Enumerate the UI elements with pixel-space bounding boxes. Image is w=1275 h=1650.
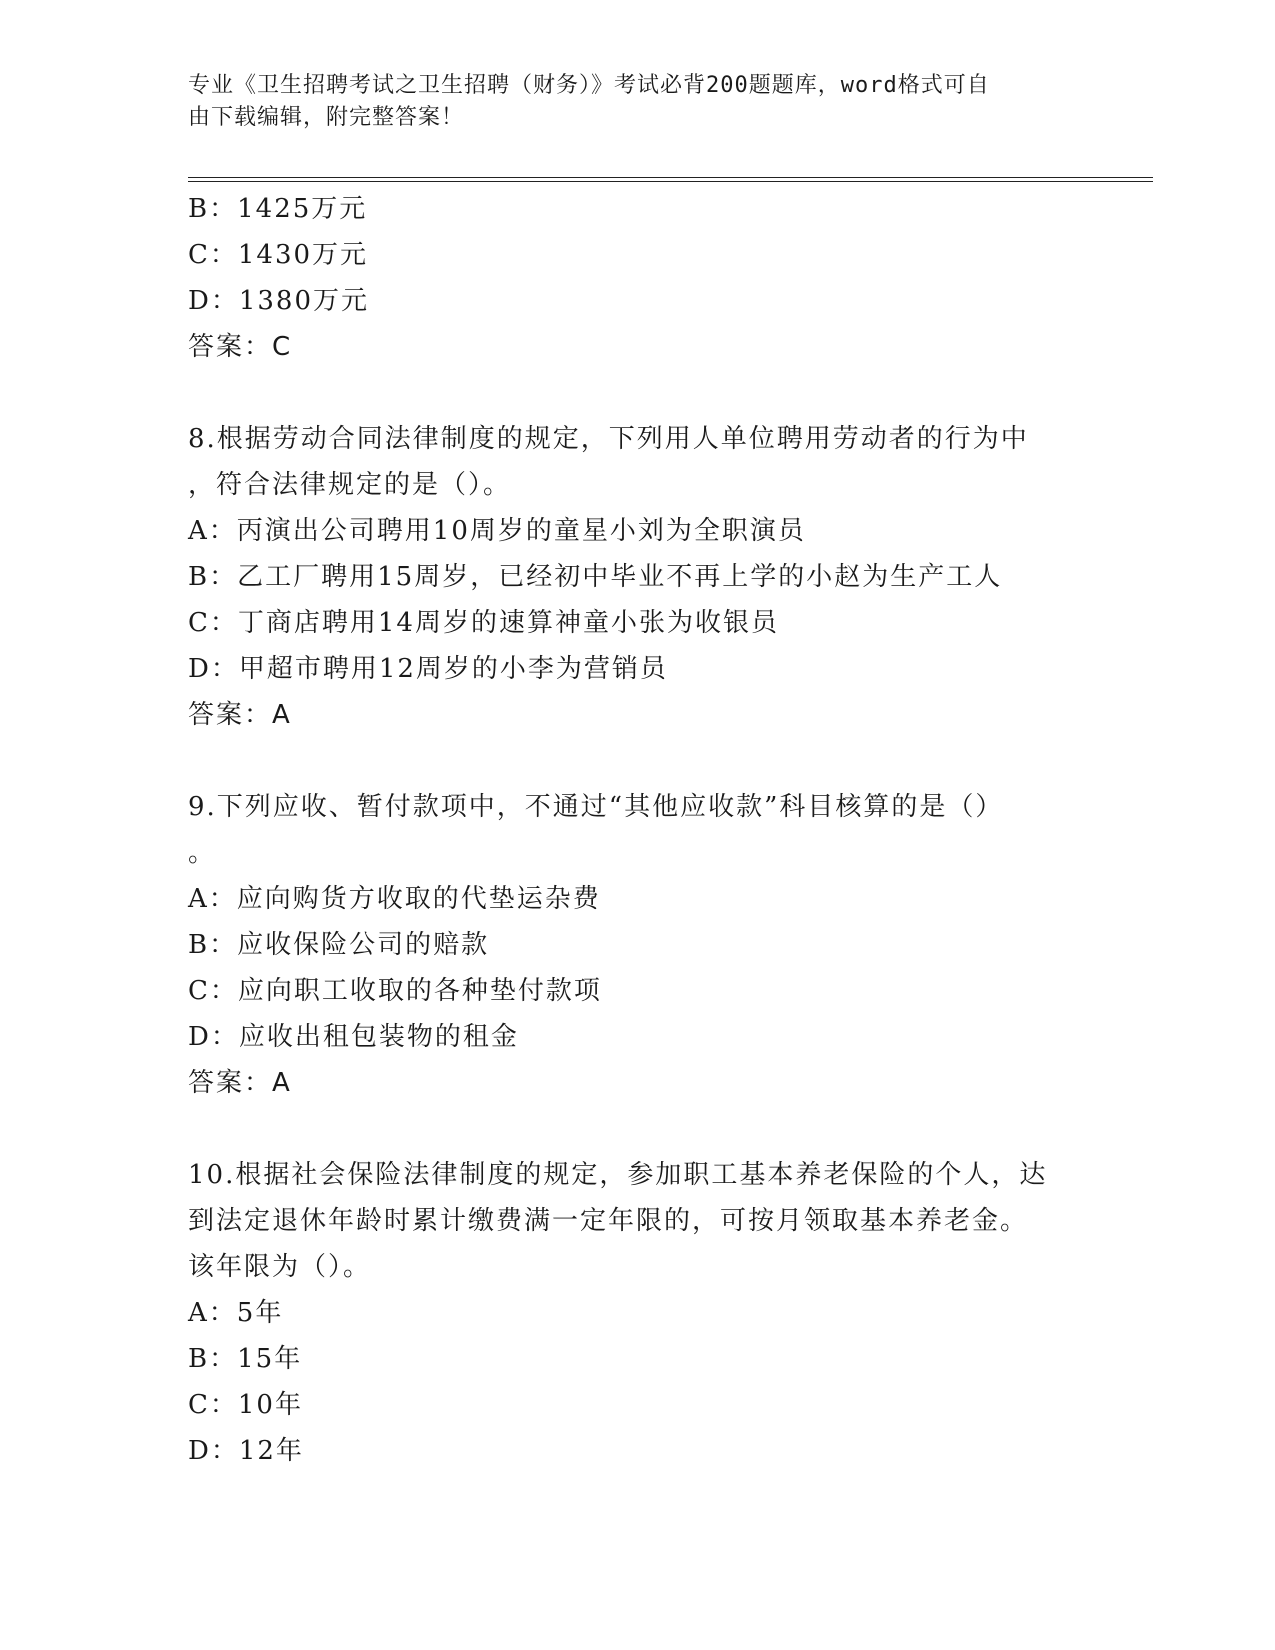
- option-d: D：1380万元: [188, 286, 370, 316]
- header-divider: [188, 177, 1153, 182]
- option-a: A：应向购货方收取的代垫运杂费: [188, 884, 601, 914]
- option-a: A：丙演出公司聘用10周岁的童星小刘为全职演员: [188, 516, 806, 546]
- question-stem-line: 9.下列应收、暂付款项中，不通过“其他应收款”科目核算的是（）: [188, 792, 1004, 822]
- option-c: C：10年: [188, 1390, 303, 1420]
- question-8: [188, 416, 1088, 738]
- question-9: [188, 784, 1088, 1106]
- option-a: A：5年: [188, 1298, 284, 1328]
- option-c: C：丁商店聘用14周岁的速算神童小张为收银员: [188, 608, 779, 638]
- option-c: C：应向职工收取的各种垫付款项: [188, 976, 602, 1006]
- document-header: [188, 70, 1068, 134]
- question-stem-line: 8.根据劳动合同法律制度的规定，下列用人单位聘用劳动者的行为中: [188, 424, 1029, 454]
- document-body: [188, 186, 1088, 1474]
- question-stem-line: 。: [188, 838, 217, 868]
- answer-line: 答案：A: [188, 1068, 292, 1098]
- question-10: [188, 1152, 1088, 1474]
- option-b: B：1425万元: [188, 194, 368, 224]
- question-stem-line: ，符合法律规定的是（）。: [188, 470, 512, 500]
- answer-line: 答案：C: [188, 332, 293, 362]
- option-c: C：1430万元: [188, 240, 369, 270]
- option-b: B：15年: [188, 1344, 303, 1374]
- header-line-1: 专业《卫生招聘考试之卫生招聘（财务）》考试必背200题题库，word格式可自: [188, 73, 990, 98]
- question-stem-line: 该年限为（）。: [188, 1252, 372, 1282]
- option-b: B：应收保险公司的赔款: [188, 930, 490, 960]
- option-d: D：甲超市聘用12周岁的小李为营销员: [188, 654, 668, 684]
- question-stem-line: 10.根据社会保险法律制度的规定，参加职工基本养老保险的个人，达: [188, 1160, 1048, 1190]
- answer-line: 答案：A: [188, 700, 292, 730]
- header-line-2: 由下载编辑，附完整答案！: [188, 105, 465, 130]
- option-b: B：乙工厂聘用15周岁，已经初中毕业不再上学的小赵为生产工人: [188, 562, 1003, 592]
- question-7-tail: [188, 186, 1088, 370]
- option-d: D：应收出租包装物的租金: [188, 1022, 519, 1052]
- question-stem-line: 到法定退休年龄时累计缴费满一定年限的，可按月领取基本养老金。: [188, 1206, 1029, 1236]
- option-d: D：12年: [188, 1436, 304, 1466]
